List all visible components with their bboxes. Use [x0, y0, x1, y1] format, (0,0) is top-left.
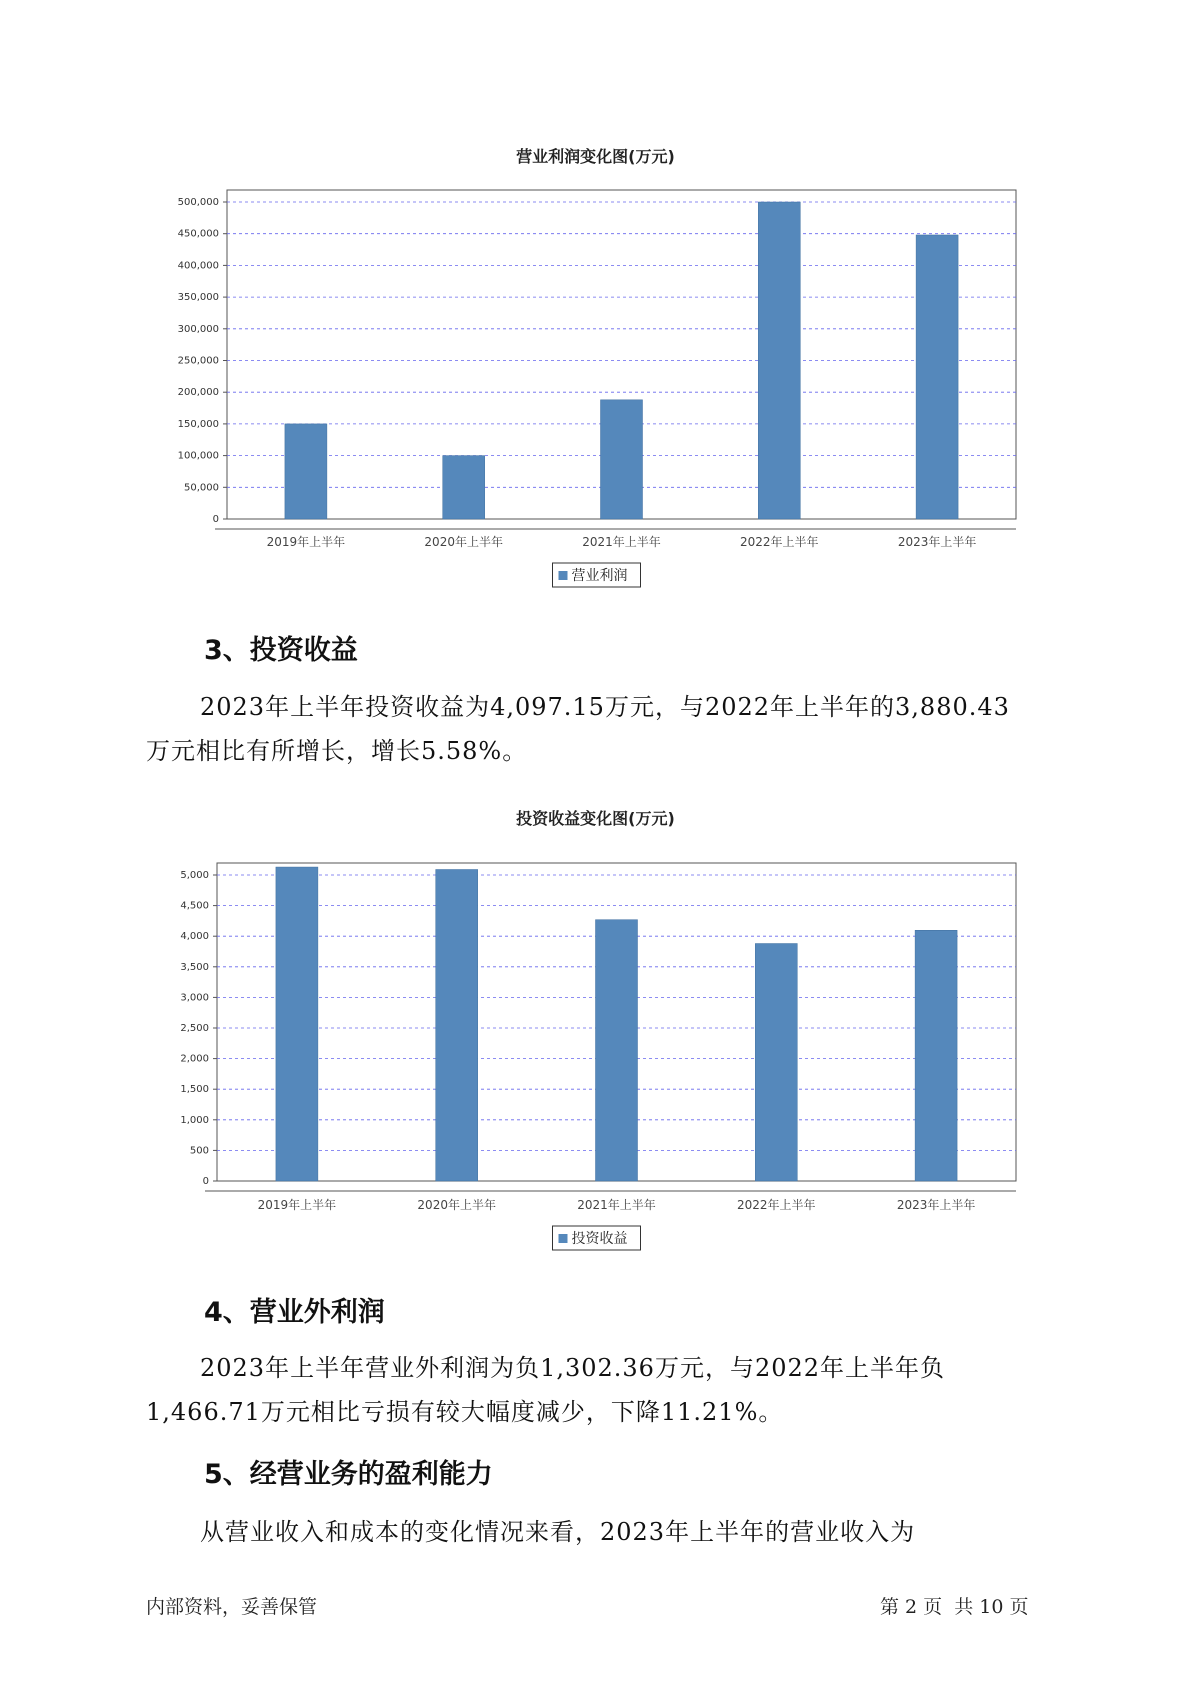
x-tick-label: 2023年上半年	[897, 535, 977, 549]
legend-label: 营业利润	[571, 568, 628, 584]
section-5-heading: 5、经营业务的盈利能力	[204, 1459, 493, 1490]
bar	[916, 235, 958, 519]
y-tick-label: 0	[202, 1176, 209, 1187]
page-number: 第 2 页 共 10 页	[880, 1596, 1029, 1618]
y-tick-label: 4,500	[180, 900, 209, 912]
x-tick-label: 2023年上半年	[896, 1198, 976, 1212]
legend-swatch	[559, 1234, 568, 1243]
bar	[601, 400, 643, 519]
y-tick-label: 500,000	[177, 197, 219, 208]
bar	[443, 456, 485, 519]
x-tick-label: 2021年上半年	[582, 535, 661, 549]
y-tick-label: 3,500	[180, 961, 209, 973]
chart1-title: 营业利润变化图(万元)	[516, 147, 675, 166]
y-tick-label: 250,000	[177, 355, 219, 367]
x-tick-label: 2019年上半年	[257, 1198, 337, 1212]
paragraph-line: 1,466.71万元相比亏损有较大幅度减少，下降11.21%。	[146, 1398, 784, 1426]
x-tick-label: 2020年上半年	[424, 535, 503, 549]
investment-income-chart	[0, 840, 1191, 1260]
legend-swatch	[559, 571, 568, 580]
y-tick-label: 2,500	[180, 1023, 209, 1034]
paragraph-line: 2023年上半年投资收益为4,097.15万元，与2022年上半年的3,880.43	[200, 693, 1010, 721]
section-3-paragraph	[146, 685, 1046, 773]
y-tick-label: 1,500	[180, 1084, 209, 1096]
y-tick-label: 200,000	[177, 387, 219, 399]
x-tick-label: 2022年上半年	[737, 1198, 816, 1212]
y-tick-label: 500	[189, 1145, 209, 1157]
y-tick-label: 450,000	[177, 228, 219, 240]
y-tick-label: 1,000	[180, 1114, 209, 1126]
bar	[758, 202, 800, 519]
y-tick-label: 300,000	[177, 323, 219, 335]
chart2-title: 投资收益变化图(万元)	[516, 809, 675, 828]
y-tick-label: 2,000	[180, 1053, 209, 1065]
y-tick-label: 400,000	[177, 260, 219, 272]
section-4-heading: 4、营业外利润	[204, 1297, 385, 1328]
legend-label: 投资收益	[571, 1231, 628, 1247]
y-tick-label: 4,000	[180, 931, 209, 943]
footer-note: 内部资料，妥善保管	[146, 1596, 318, 1618]
x-tick-label: 2019年上半年	[266, 535, 346, 549]
paragraph-line: 2023年上半年营业外利润为负1,302.36万元，与2022年上半年负	[200, 1354, 946, 1382]
bar	[436, 869, 478, 1181]
bar	[596, 920, 638, 1181]
x-tick-label: 2022年上半年	[740, 535, 819, 549]
y-tick-label: 0	[212, 514, 219, 525]
bar	[915, 930, 957, 1181]
section-3-heading: 3、投资收益	[204, 635, 358, 666]
bar	[755, 944, 797, 1181]
x-tick-label: 2021年上半年	[577, 1198, 656, 1212]
y-tick-label: 100,000	[177, 450, 219, 462]
operating-profit-chart	[0, 180, 1191, 584]
paragraph-line: 从营业收入和成本的变化情况来看，2023年上半年的营业收入为	[200, 1518, 916, 1546]
paragraph-line: 万元相比有所增长，增长5.58%。	[146, 737, 528, 765]
y-tick-label: 50,000	[184, 482, 219, 494]
x-tick-label: 2020年上半年	[417, 1198, 496, 1212]
section-4-paragraph	[146, 1346, 1046, 1434]
y-tick-label: 150,000	[177, 418, 219, 430]
bar	[276, 867, 318, 1181]
y-tick-label: 350,000	[177, 292, 219, 304]
y-tick-label: 3,000	[180, 992, 209, 1004]
bar	[285, 424, 327, 519]
section-5-paragraph	[146, 1510, 1046, 1554]
y-tick-label: 5,000	[180, 870, 209, 881]
